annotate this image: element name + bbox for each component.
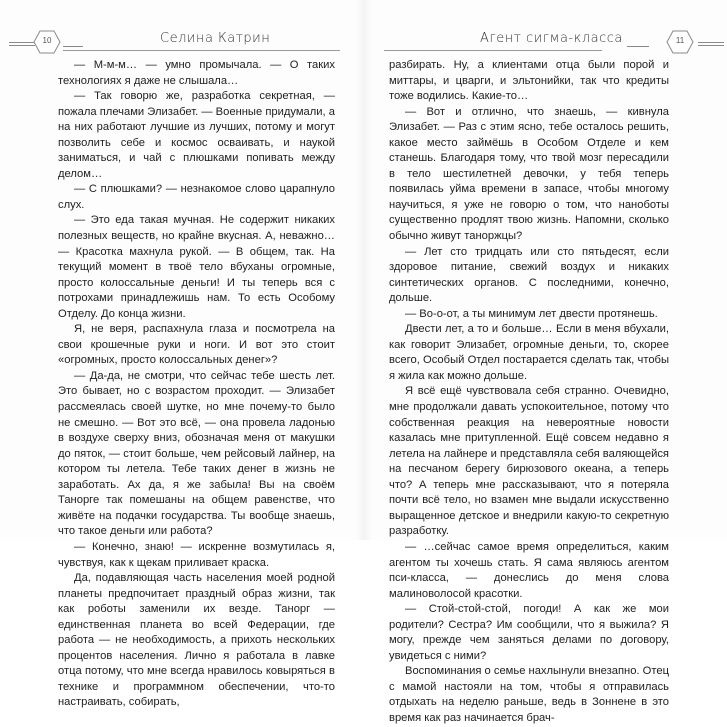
right-body-text (389, 58, 669, 727)
header-rule-short (627, 46, 649, 47)
paragraph: — Стой-стой-стой, погоди! А как же мои родители? Сестра? Им сообщили, что я выжила? Я могу, прежде чем заняться делами по договору, увидеться с ними? (389, 603, 669, 662)
paragraph: — Конечно, знаю! — искренне возмутилась я, чувствуя, как к щекам приливает краска. (58, 540, 335, 569)
paragraph: Воспоминания о семье нахлынули внезапно. Отец с мамой настояли на том, чтобы я отправилась отдыхать на неделю раньше, ведь в Зоннене в это время как раз начинается брач- (389, 665, 669, 724)
header-rule (384, 50, 602, 51)
paragraph: Двести лет, а то и больше… Если в меня вбухали, как говорит Элизабет, огромные деньги, то, скорее всего, Особый Отдел постарается сделать так, чтобы я жила как можно дольше. (389, 323, 669, 382)
page-number: 11 (675, 36, 685, 45)
left-page (0, 0, 364, 709)
right-running-head (364, 28, 727, 52)
paragraph: Я всё ещё чувствовала себя странно. Очевидно, мне продолжали давать успокоительное, потому что собственная реакция на невероятные новости казалась мне притупленной. Ещё совсем недавно я летела на лайнере и представляла себя валяющейся на песчаном берегу бирюзового океана, а теперь что? А теперь мне рассказывают, что я потеряла почти всё тело, но взамен мне выдали искусственно выращенное детское и внедрили какую-то секретную разработку. (389, 385, 669, 538)
paragraph: — Да-да, не смотри, что сейчас тебе шесть лет. Это бывает, но с возрастом проходит. — Элизабет рассмеялась своей шутке, но мне почему-то было не смешно. — Вот это всё, — она провела ладонью в воздухе сверху вниз, обозначая меня от макушки до пяток, — стоит больше, чем рейсовый лайнер, на котором ты летела. Тебе таких денег в жизнь не заработать. Ах да, я же забыла! Вы на своём Танорге так помешаны на общем равенстве, что живёте на подачки государства. Ты вообще знаешь, что такое деньги или работа? (58, 369, 335, 538)
paragraph: — Во-о-от, а ты минимум лет двести протянешь. (405, 307, 658, 320)
paragraph: разбирать. Ну, а клиентами отца были порой и миттары, и цварги, и эльтонийки, так что кредиты тоже водились. Какие-то… (389, 59, 669, 103)
right-page-number-badge (666, 30, 694, 54)
left-decorative-lines-icon (9, 42, 35, 50)
paragraph: — Это еда такая мучная. Не содержит никаких полезных веществ, но крайне вкусная. А, неважно… — Красотка махнула рукой. — В общем, так. На текущий момент в твоё тело вбуханы огромные, просто колоссальные деньги! И ты теперь вся с потрохами принадлежишь нам. То есть Особому Отделу. До конца жизни. (58, 214, 335, 320)
right-decorative-lines-icon (698, 42, 724, 50)
paragraph: Я, не веря, распахнула глаза и посмотрела на свои крошечные руки и ноги. И вот это стоит «огромных, просто колоссальных денег»? (58, 323, 335, 367)
paragraph: — Лет сто тридцать или сто пятьдесят, если здоровое питание, свежий воздух и никаких синтетических органов. С последними, конечно, дольше. (389, 245, 669, 305)
running-head-title: Агент сигма-класса (480, 31, 623, 46)
paragraph: — Вот и отлично, что знаешь, — кивнула Элизабет. — Раз с этим ясно, тебе осталось решить, какое место займёшь в Особом Отделе и кем станешь. Благодаря тому, что твой мозг пересадили в тело шестилетней девочки, у тебя теперь появилась уйма времени в запасе, чтобы многому научиться, я уже не говорю о том, что наноботы существенно продлят твою жизнь. Напомни, сколько обычно живут таноржцы? (389, 105, 669, 243)
paragraph: — Так говорю же, разработка секретная, — пожала плечами Элизабет. — Военные придумали, а на них работают лучшие из лучших, потому и могут позволить себе и космос осваивать, и наукой заниматься, и чай с плюшками попивать между делом… (58, 90, 335, 180)
left-body-text (58, 58, 335, 711)
left-page-number-badge (33, 30, 61, 54)
page-number: 10 (42, 36, 52, 45)
paragraph: — М-м-м… — умно промычала. — О таких технологиях я даже не слышала… (58, 59, 335, 87)
header-rule (63, 50, 340, 51)
running-head-author: Селина Катрин (160, 31, 271, 46)
paragraph: — С плюшками? — незнакомое слово царапнуло слух. (58, 183, 335, 211)
paragraph: Да, подавляющая часть населения моей родной планеты предпочитает праздный образ жизни, так как роботы заменили их везде. Танорг — единственная планета во всей Федерации, где работа — не необходимость, а прихоть нескольких процентов населения. Лично я работала в лавке отца потому, что мне всегда нравилось ковыряться в технике и программном обеспечении, что-то настраивать, собирать, (58, 572, 335, 709)
paragraph: — …сейчас самое время определиться, каким агентом ты хочешь стать. Я сама являюсь агентом пси-класса, — донеслись до меня слова малиноволосой красотки. (389, 540, 669, 600)
left-running-head (0, 28, 364, 52)
right-page (364, 0, 727, 724)
header-rule-short (63, 46, 83, 47)
